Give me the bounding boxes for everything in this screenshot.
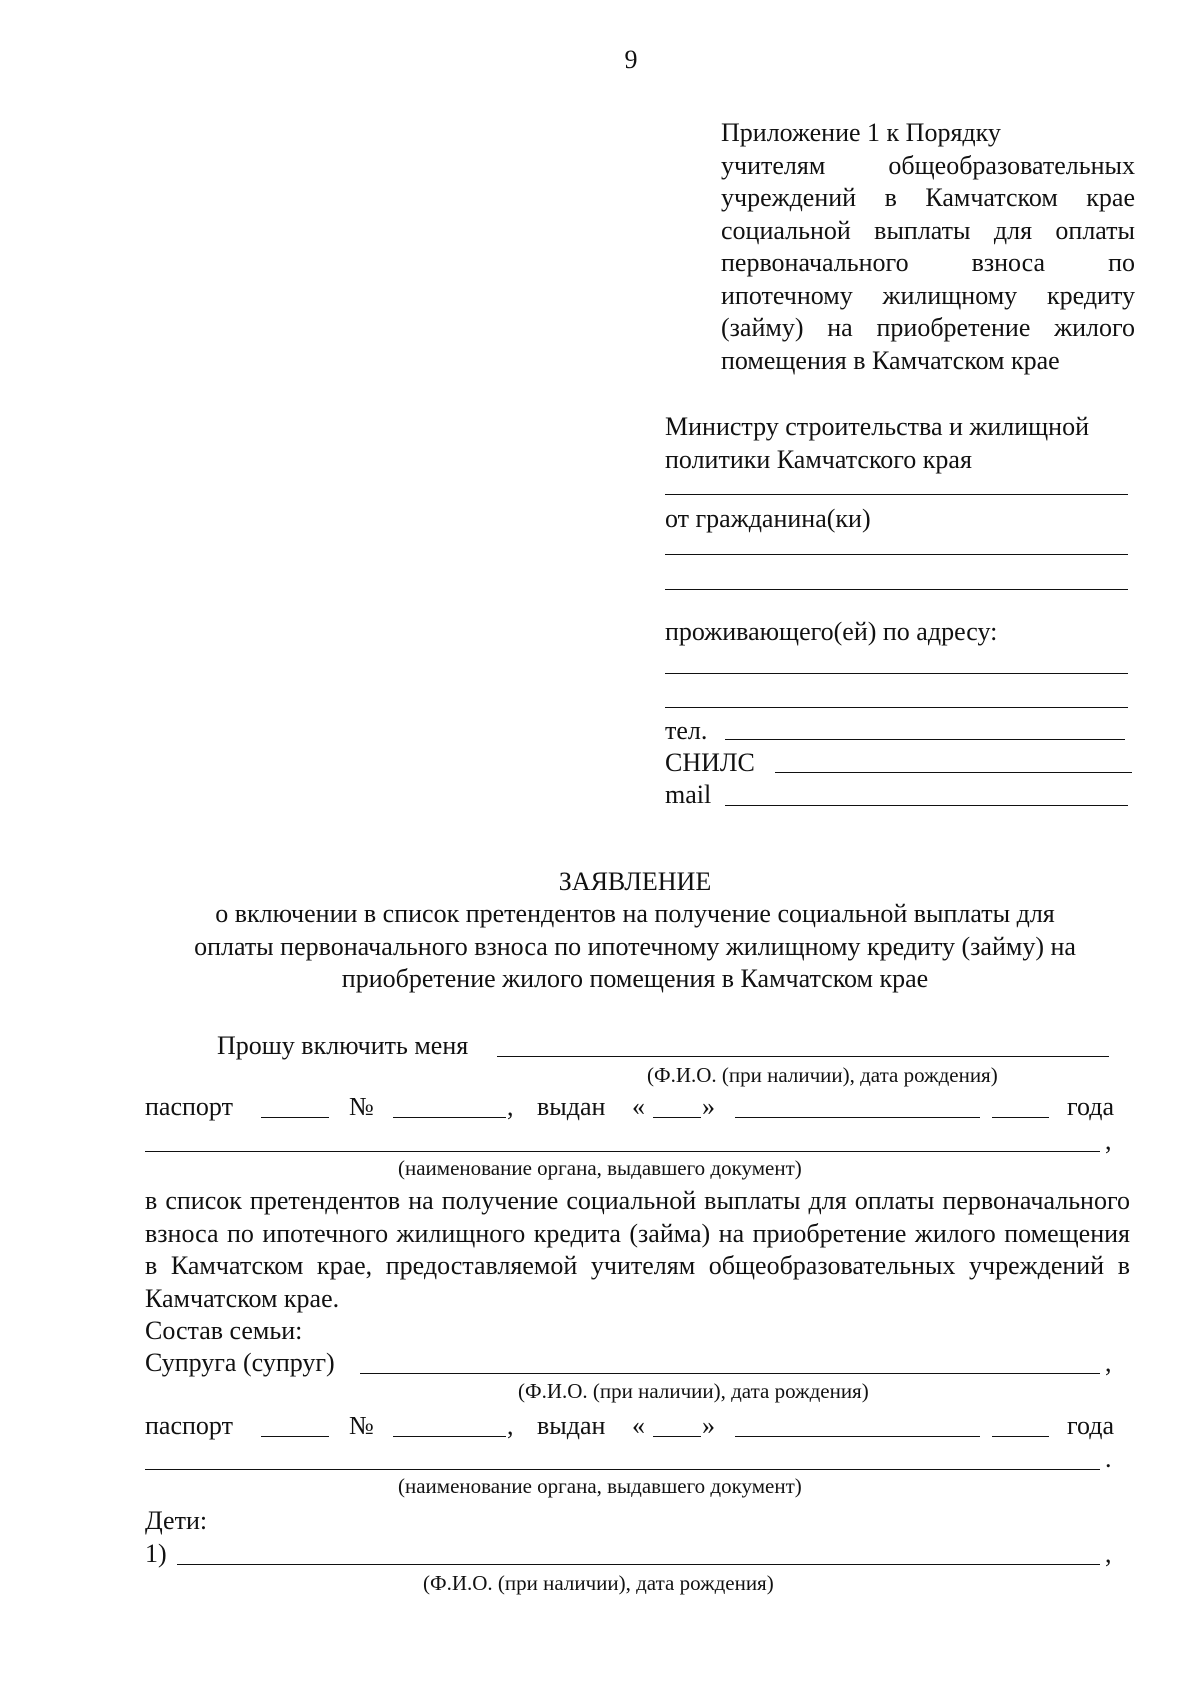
annex-text: учителям общеобразовательных учреждений в Камчатском крае социальной выплаты для оплаты первоначального взноса по ипотечному жилищному кредиту (займу) на приобретение жилого помещения в Камчатском крае (721, 150, 1135, 375)
quote-open: « (632, 1092, 645, 1121)
passport-number-field[interactable] (393, 1117, 506, 1118)
spouse-quote-close: » (702, 1411, 715, 1440)
child-1-name-field[interactable] (177, 1564, 1100, 1565)
spouse-passport-comma: , (507, 1411, 514, 1440)
passport-series-field[interactable] (261, 1117, 329, 1118)
phone-field[interactable] (725, 739, 1125, 740)
children-heading: Дети: (145, 1506, 208, 1535)
mail-field[interactable] (725, 805, 1128, 806)
family-heading: Состав семьи: (145, 1316, 303, 1345)
citizen-name-field-2[interactable] (665, 589, 1128, 590)
annex-title: Приложение 1 к Порядку (721, 118, 1001, 147)
applicant-name-caption: (Ф.И.О. (при наличии), дата рождения) (647, 1063, 998, 1087)
spouse-name-field[interactable] (360, 1373, 1100, 1374)
citizen-name-field-1[interactable] (665, 554, 1128, 555)
spouse-row (145, 1347, 1135, 1379)
child-1-caption: (Ф.И.О. (при наличии), дата рождения) (423, 1571, 774, 1595)
from-citizen-label: от гражданина(ки) (665, 504, 871, 533)
passport-label: паспорт (145, 1092, 233, 1121)
issue-month-field[interactable] (735, 1117, 980, 1118)
address-field-1[interactable] (665, 673, 1128, 674)
applicant-name-field[interactable] (497, 1056, 1109, 1057)
applicant-issuer-field[interactable] (145, 1151, 1100, 1152)
applicant-issuer-caption: (наименование органа, выдавшего документ) (398, 1156, 802, 1180)
spouse-issuer-row (145, 1443, 1135, 1475)
document-title: ЗАЯВЛЕНИЕ (558, 867, 712, 896)
subtitle-line-2: оплаты первоначального взноса по ипотечному жилищному кредиту (займу) на (194, 931, 1076, 961)
applicant-issuer-row (145, 1125, 1135, 1157)
spouse-issue-year-field[interactable] (992, 1436, 1049, 1437)
number-sign: № (349, 1092, 374, 1121)
addressee-name-field[interactable] (665, 494, 1128, 495)
request-row (145, 1030, 1135, 1062)
spouse-issued-label: выдан (537, 1411, 606, 1440)
subtitle-line-3: приобретение жилого помещения в Камчатском крае (341, 964, 929, 993)
page-number: 9 (624, 45, 638, 74)
year-label: года (1067, 1092, 1115, 1121)
snils-field[interactable] (775, 772, 1132, 773)
document-subtitle (140, 898, 1130, 996)
spouse-number-sign: № (349, 1411, 374, 1440)
child-1-comma: , (1105, 1539, 1112, 1568)
child-1-row (145, 1538, 1135, 1570)
spouse-issuer-period: . (1105, 1444, 1112, 1473)
snils-label: СНИЛС (665, 748, 755, 777)
issued-label: выдан (537, 1092, 606, 1121)
issuer-comma: , (1105, 1126, 1112, 1155)
quote-close: » (702, 1092, 715, 1121)
residing-label: проживающего(ей) по адресу: (665, 617, 998, 646)
addressee-line-2: политики Камчатского края (665, 444, 972, 474)
issue-day-field[interactable] (653, 1117, 701, 1118)
spouse-label: Супруга (супруг) (145, 1348, 335, 1377)
spouse-passport-number-field[interactable] (393, 1436, 506, 1437)
spouse-passport-series-field[interactable] (261, 1436, 329, 1437)
child-1-label: 1) (145, 1539, 167, 1568)
spouse-passport-label: паспорт (145, 1411, 233, 1440)
spouse-issue-month-field[interactable] (735, 1436, 980, 1437)
applicant-passport-row (145, 1091, 1135, 1123)
annex-reference (721, 117, 1135, 377)
addressee-line-1: Министру строительства и жилищной (665, 412, 1090, 441)
mail-label: mail (665, 780, 712, 809)
spouse-quote-open: « (632, 1411, 645, 1440)
spouse-issue-day-field[interactable] (653, 1436, 701, 1437)
spouse-year-label: года (1067, 1411, 1115, 1440)
issue-year-field[interactable] (992, 1117, 1049, 1118)
addressee-block (665, 411, 1135, 809)
passport-comma: , (507, 1092, 514, 1121)
spouse-issuer-caption: (наименование органа, выдавшего документ) (398, 1474, 802, 1498)
spouse-name-caption: (Ф.И.О. (при наличии), дата рождения) (518, 1379, 869, 1403)
phone-label: тел. (665, 716, 708, 745)
subtitle-line-1: о включении в список претендентов на получение социальной выплаты для (215, 899, 1055, 928)
spouse-issuer-field[interactable] (145, 1469, 1100, 1470)
body-paragraph: в список претендентов на получение социальной выплаты для оплаты первоначального взноса по ипотечного жилищного кредита (займа) на приобретение жилого помещения в Камчатском крае, предоставляемой учителям общеобразовательных учреждений в Камчатском крае. (145, 1186, 1130, 1313)
spouse-comma: , (1105, 1348, 1112, 1377)
request-prefix: Прошу включить меня (217, 1031, 469, 1060)
spouse-passport-row (145, 1410, 1135, 1442)
address-field-2[interactable] (665, 707, 1128, 708)
